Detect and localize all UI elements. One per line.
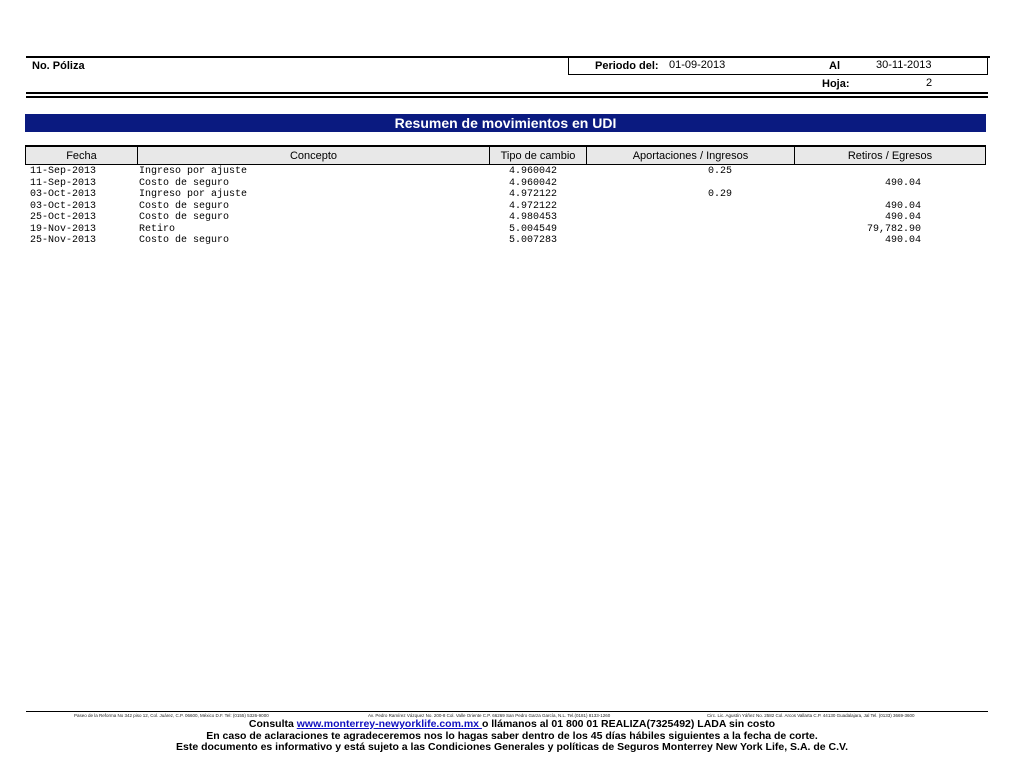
cell-retiros: 490.04 [884, 177, 921, 189]
cell-concepto: Retiro [139, 223, 176, 235]
cell-tipo-cambio: 4.980453 [509, 212, 558, 223]
section-banner: Resumen de movimientos en UDI [25, 114, 986, 132]
periodo-from-value: 01-09-2013 [669, 59, 726, 71]
cell-tipo-cambio: 4.972122 [509, 200, 558, 212]
footer-address-mexico: Paseo de la Reforma No 342 piso 12, Col. Juárez, C.P. 06600, México D.F. Tel: (0155) 5326-9000 [74, 713, 269, 718]
table-header [25, 145, 986, 165]
cell-tipo-cambio: 4.972122 [509, 189, 558, 200]
column-header-concepto: Concepto [138, 147, 490, 164]
header-double-rule-top [26, 92, 988, 94]
cell-tipo-cambio: 5.004549 [509, 223, 558, 235]
table-row [27, 201, 987, 213]
table-row [27, 224, 987, 236]
cell-aportaciones: 0.29 [708, 189, 733, 200]
cell-retiros: 490.04 [884, 212, 921, 223]
column-header-fecha: Fecha [26, 147, 138, 164]
cell-aportaciones: 0.25 [708, 166, 733, 177]
footer-disclaimer: Este documento es informativo y está sujeto a las Condiciones Generales y políticas de Seguros Monterrey New York Life, S.A. de C.V. [175, 741, 848, 753]
footer-contact-post: o llámanos al 01 800 01 REALIZA(7325492) LADA sin costo [481, 718, 776, 730]
table-row [27, 189, 987, 201]
table-row [27, 166, 987, 178]
cell-fecha: 25-Oct-2013 [30, 212, 97, 223]
cell-retiros: 79,782.90 [866, 223, 921, 235]
footer-rule [26, 711, 988, 712]
footer-aclaraciones: En caso de aclaraciones te agradeceremos nos lo hagas saber dentro de los 45 días hábiles siguientes a la fecha de corte. [206, 730, 818, 742]
cell-fecha: 11-Sep-2013 [30, 166, 97, 177]
footer-address-guadalajara: Circ. Lic. Agustín Yáñez No. 2582 Col. Arcos Vallarta C.P. 44130 Guadalajara, Jal Tel. (0133) 3669-3600 [707, 713, 915, 718]
hoja-label: Hoja: [822, 78, 850, 90]
cell-retiros: 490.04 [884, 200, 921, 212]
al-value: 30-11-2013 [876, 59, 932, 71]
cell-fecha: 19-Nov-2013 [30, 223, 97, 235]
cell-concepto: Costo de seguro [139, 177, 230, 189]
cell-tipo-cambio: 4.960042 [509, 177, 558, 189]
cell-concepto: Costo de seguro [139, 235, 230, 246]
hoja-value: 2 [926, 77, 933, 89]
cell-fecha: 03-Oct-2013 [30, 200, 97, 212]
poliza-label: No. Póliza [32, 60, 85, 72]
cell-fecha: 03-Oct-2013 [30, 189, 97, 200]
cell-tipo-cambio: 5.007283 [509, 235, 558, 246]
cell-retiros: 490.04 [884, 235, 921, 246]
footer-contact-pre: Consulta [248, 718, 297, 730]
table-body [27, 166, 987, 247]
cell-fecha: 11-Sep-2013 [30, 177, 97, 189]
periodo-label: Periodo del: [595, 60, 659, 72]
cell-fecha: 25-Nov-2013 [30, 235, 97, 246]
table-row [27, 212, 987, 224]
al-label: Al [829, 60, 840, 72]
cell-concepto: Ingreso por ajuste [139, 189, 248, 200]
cell-concepto: Costo de seguro [139, 200, 230, 212]
cell-tipo-cambio: 4.960042 [509, 166, 558, 177]
table-row [27, 235, 987, 247]
column-header-retiros: Retiros / Egresos [847, 150, 933, 162]
cell-concepto: Costo de seguro [139, 212, 230, 223]
cell-concepto: Ingreso por ajuste [139, 166, 248, 177]
column-header-tipo-cambio: Tipo de cambio [490, 147, 587, 164]
website-link[interactable]: www.monterrey-newyorklife.com.mx [296, 718, 482, 730]
footer-contact-line [0, 718, 1024, 730]
column-header-aportaciones: Aportaciones / Ingresos [587, 147, 795, 164]
header-double-rule-bottom [26, 96, 988, 98]
footer-address-monterrey: Av. Pedro Ramírez Vázquez No. 200-8 Col. Valle Oriente C.P. 66269 San Pedro Garza García, N.L. Tel.(0181) 8133-1260 [368, 713, 611, 718]
table-row [27, 178, 987, 190]
